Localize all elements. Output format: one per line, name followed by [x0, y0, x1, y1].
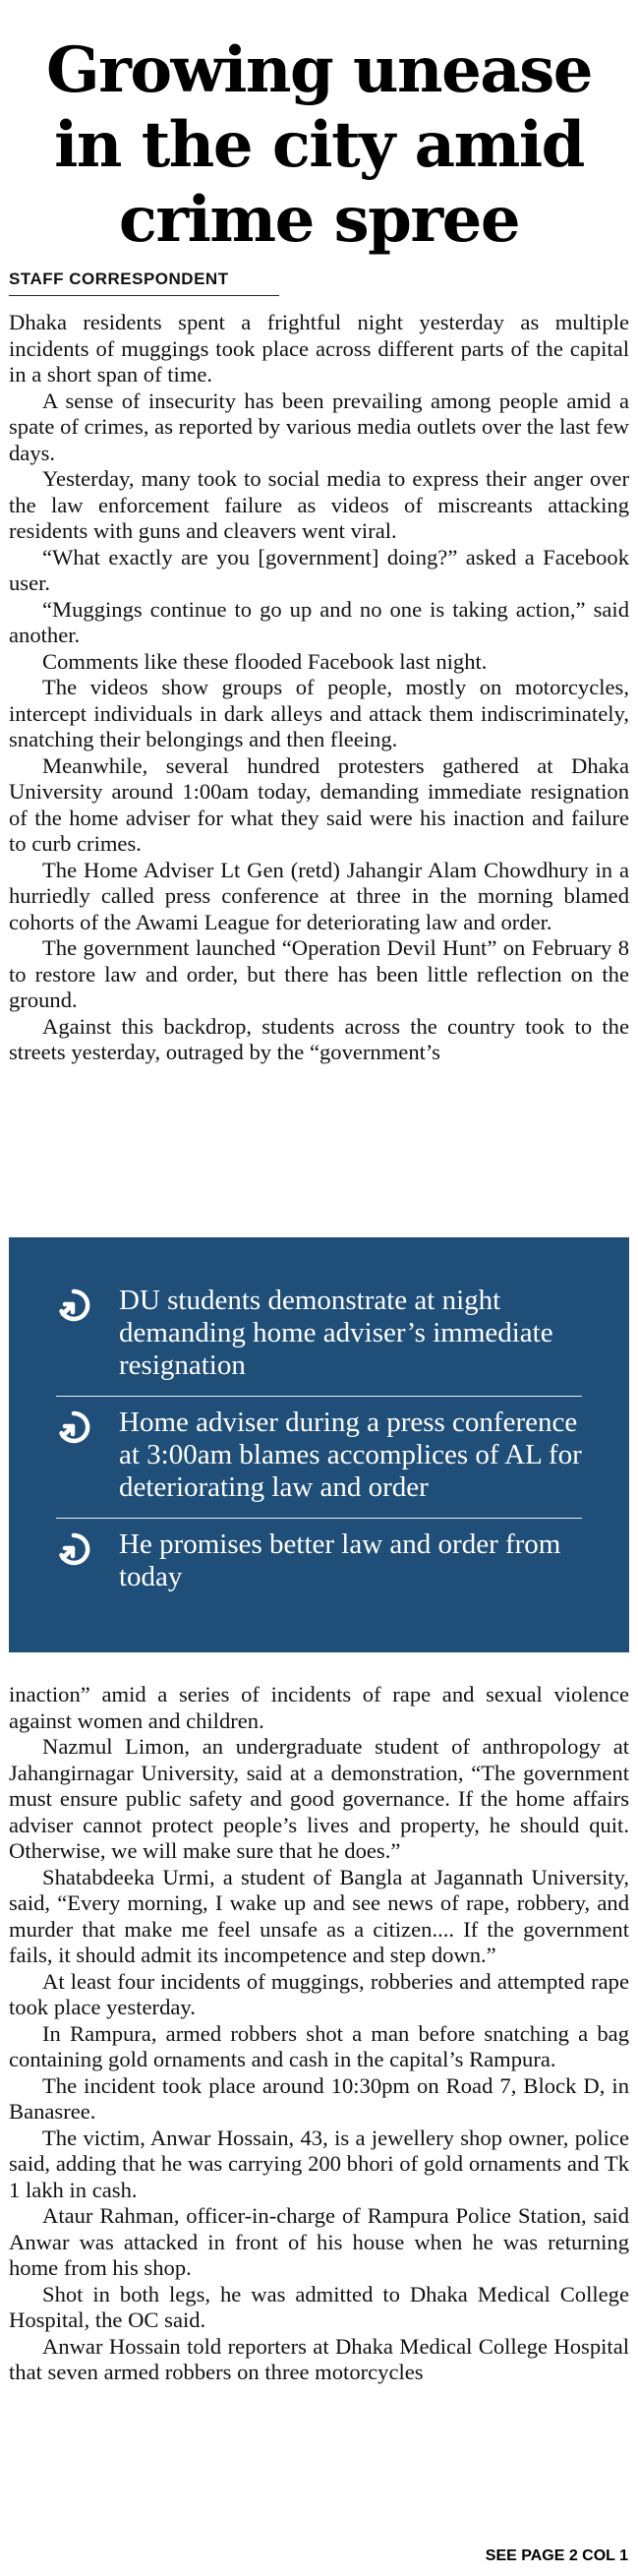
paragraph: inaction” amid a series of incidents of rape and sexual violence against women and children. [9, 1682, 629, 1733]
paragraph: The Home Adviser Lt Gen (retd) Jahangir Alam Chowdhury in a hurriedly called press conference at three in the morning blamed cohorts of the Awami League for deteriorating law and order. [9, 857, 629, 934]
paragraph: Against this backdrop, students across the country took to the streets yesterday, outraged by the “government’s [9, 1013, 629, 1064]
arrow-circle-icon [56, 1409, 91, 1445]
paragraph: The government launched “Operation Devil Hunt” on February 8 to restore law and order, but there has been little reflection on the ground. [9, 935, 629, 1012]
highlight-item [56, 1518, 582, 1607]
paragraph: Yesterday, many took to social media to express their anger over the law enforcement failure as videos of miscreants attacking residents with guns and cleavers went viral. [9, 466, 629, 543]
paragraph: Ataur Rahman, officer-in-charge of Rampura Police Station, said Anwar was attacked in front of his house when he was returning home from his shop. [9, 2203, 629, 2280]
byline: STAFF CORRESPONDENT [9, 270, 279, 296]
paragraph: “Muggings continue to go up and no one is taking action,” said another. [9, 596, 629, 647]
highlight-text: Home adviser during a press conference at 3:00am blames accomplices of AL for deteriorating law and order [119, 1407, 582, 1503]
paragraph: The videos show groups of people, mostly on motorcycles, intercept individuals in dark alleys and attack them indiscriminately, snatching their belongings and then fleeing. [9, 675, 629, 751]
paragraph: “What exactly are you [government] doing?” asked a Facebook user. [9, 544, 629, 595]
paragraph: Dhaka residents spent a frightful night yesterday as multiple incidents of muggings took place across different parts of the capital in a short span of time. [9, 310, 629, 387]
headline: Growing unease in the city amid crime spree [45, 33, 593, 257]
highlight-text: DU students demonstrate at night demanding home adviser’s immediate resignation [119, 1285, 553, 1381]
article-body-bottom [9, 1682, 629, 2547]
article-body-top [9, 310, 629, 1210]
highlight-item [56, 1396, 582, 1518]
paragraph: In Rampura, armed robbers shot a man before snatching a bag containing gold ornaments and cash in the capital’s Rampura. [9, 2020, 629, 2071]
arrow-circle-icon [56, 1531, 91, 1567]
paragraph: Shatabdeeka Urmi, a student of Bangla at Jagannath University, said, “Every morning, I wake up and see news of rape, robbery, and murder that make me feel unsafe as a citizen.... If the government fails, it should admit its incompetence and step down.” [9, 1864, 629, 1967]
paragraph: Anwar Hossain told reporters at Dhaka Medical College Hospital that seven armed robbers on three motorcycles [9, 2333, 629, 2384]
paragraph: Meanwhile, several hundred protesters gathered at Dhaka University around 1:00am today, demanding immediate resignation of the home adviser for what they said were his inaction and failure to curb crimes. [9, 752, 629, 856]
paragraph: A sense of insecurity has been prevailing among people amid a spate of crimes, as reported by various media outlets over the last few days. [9, 388, 629, 465]
highlights-box [9, 1237, 629, 1652]
paragraph: At least four incidents of muggings, robberies and attempted rape took place yesterday. [9, 1968, 629, 2019]
highlight-text: He promises better law and order from today [119, 1528, 561, 1592]
highlight-item [56, 1275, 582, 1396]
arrow-circle-icon [56, 1288, 91, 1323]
paragraph: The victim, Anwar Hossain, 43, is a jewellery shop owner, police said, adding that he was carrying 200 bhori of gold ornaments and Tk 1 lakh in cash. [9, 2125, 629, 2202]
paragraph: Shot in both legs, he was admitted to Dhaka Medical College Hospital, the OC said. [9, 2281, 629, 2332]
paragraph: Comments like these flooded Facebook last night. [42, 648, 488, 674]
paragraph: Nazmul Limon, an undergraduate student of anthropology at Jahangirnagar University, said at a demonstration, “The government must ensure public safety and good governance. If the home affairs adviser cannot protect people’s lives and property, he should quit. Otherwise, we will make sure that he does.” [9, 1734, 629, 1863]
continued-on-page: SEE PAGE 2 COL 1 [485, 2547, 628, 2564]
paragraph: The incident took place around 10:30pm on Road 7, Block D, in Banasree. [9, 2072, 629, 2124]
